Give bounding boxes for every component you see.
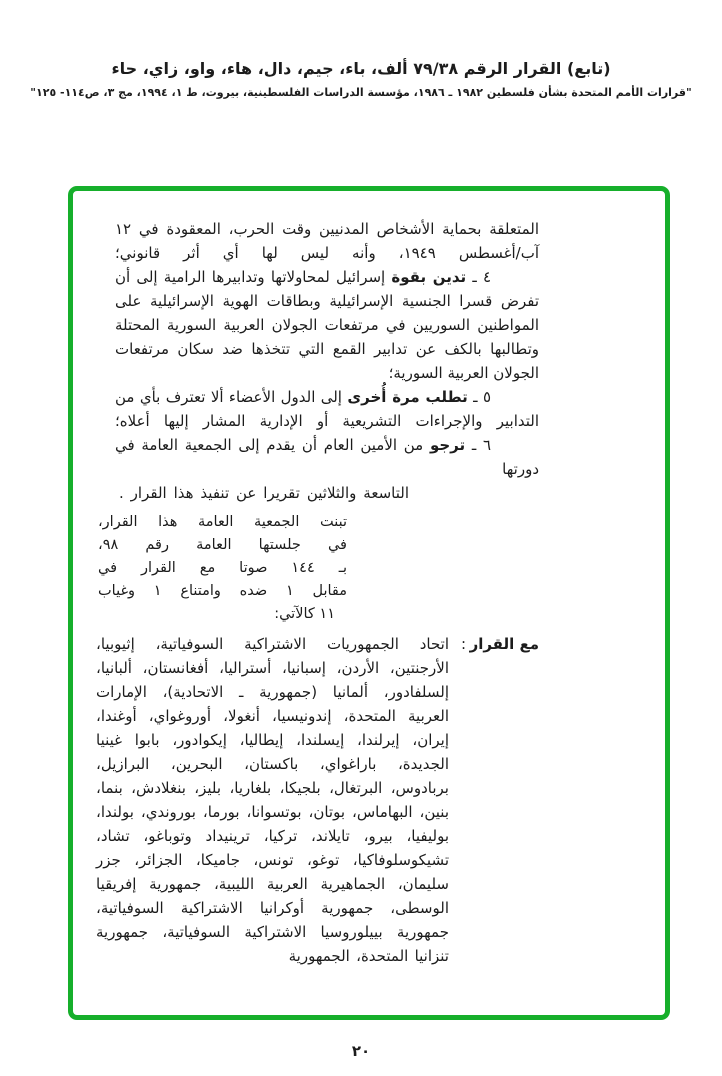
vote-with-label-cell xyxy=(461,632,539,968)
vote-with-colon: : xyxy=(461,635,467,653)
clause-5-text: إلى الدول الأعضاء ألا تعترف بأي من التدابير والإجراءات التشريعية أو الإدارية المشار إليها أعلاه؛ xyxy=(115,388,539,430)
page-number: ٢٠ xyxy=(351,1042,371,1060)
page-header xyxy=(0,58,722,100)
vote-with-block xyxy=(96,632,539,968)
clause-4-number: ٤ ـ xyxy=(466,268,492,286)
vote-with-countries: اتحاد الجمهوريات الاشتراكية السوفياتية، إثيوبيا، الأرجنتين، الأردن، إسبانيا، أستراليا، أفغانستان، ألبانيا، إلسلفادور، ألمانيا (جمهورية ـ الاتحادية)، الإمارات العربية المتحدة، إندونيسيا، أنغولا، أوروغواي، أوغندا، إيران، إيرلندا، إيسلندا، إيطاليا، إيكوادور، بابوا غينيا الجديدة، باراغواي، باكستان، البحرين، البرازيل، بربادوس، البرتغال، بلجيكا، بلغاريا، بليز، بنغلادش، بنما، بنين، البهاماس، بوتان، بوتسوانا، بورما، بوروندي، بولندا، بوليفيا، بيرو، تايلاند، تركيا، ترينيداد وتوباغو، تشاد، تشيكوسلوفاكيا، توغو، تونس، جاميكا، الجزائر، جزر سليمان، الجماهيرية العربية الليبية، جمهورية إفريقيا الوسطى، جمهورية أوكرانيا الاشتراكية السوفياتية، جمهورية بييلوروسيا الاشتراكية السوفياتية، جمهورية تنزانيا المتحدة، الجمهورية xyxy=(96,635,449,965)
clause-5 xyxy=(115,385,539,433)
clause-6 xyxy=(115,433,539,481)
adoption-line: تبنت الجمعية العامة هذا القرار، xyxy=(98,514,347,530)
adoption-line: في جلستها العامة رقم ٩٨، xyxy=(98,537,347,553)
clause-6-lead: ترجو xyxy=(429,436,466,454)
clause-6-runover-line: التاسعة والثلاثين تقريرا عن تنفيذ هذا القرار . xyxy=(119,484,409,502)
clause-6-text: من الأمين العام أن يقدم إلى الجمعية العامة في دورتها xyxy=(115,436,539,478)
paragraph-continuation: المتعلقة بحماية الأشخاص المدنيين وقت الحرب، المعقودة في ١٢ آب/أغسطس ١٩٤٩، وأنه ليس لها أي أثر قانوني؛ xyxy=(115,220,539,262)
adoption-line: بـ ١٤٤ صوتا مع القرار في xyxy=(98,560,347,576)
clause-4-text: إسرائيل لمحاولاتها وتدابيرها الرامية إلى أن تفرض قسرا الجنسية الإسرائيلية وبطاقات الهوية الإسرائيلية على المواطنين السوريين في مرتفعات الجولان العربية السورية المحتلة وتطالبها بالكف عن تدابير القمع التي تتخذها ضد سكان مرتفعات الجولان العربية السورية؛ xyxy=(115,268,539,382)
green-frame xyxy=(68,186,670,1020)
source-citation: "قرارات الأمم المتحدة بشأن فلسطين ١٩٨٢ ـ ١٩٨٦، مؤسسة الدراسات الفلسطينية، بيروت، ط ١، ١٩٩٤، مج ٣، ص١١٤- ١٢٥" xyxy=(30,86,692,99)
document-page xyxy=(0,58,722,1076)
clause-4-lead: تدين بقوة xyxy=(391,268,467,286)
adoption-line-last: ١١ كالآتي: xyxy=(274,606,335,622)
clause-4 xyxy=(115,265,539,385)
clause-5-number: ٥ ـ xyxy=(467,388,491,406)
resolution-title: (تابع) القرار الرقم ٧٩/٣٨ ألف، باء، جيم، دال، هاء، واو، زاي، حاء xyxy=(111,59,611,78)
clause-5-lead: تطلب مرة أُخرى xyxy=(347,388,468,406)
clause-6-number: ٦ ـ xyxy=(465,436,492,454)
adoption-line: مقابل ١ ضده وامتناع ١ وغياب xyxy=(98,583,348,599)
adoption-note xyxy=(98,511,347,626)
vote-with-label: مع القرار xyxy=(469,635,539,653)
